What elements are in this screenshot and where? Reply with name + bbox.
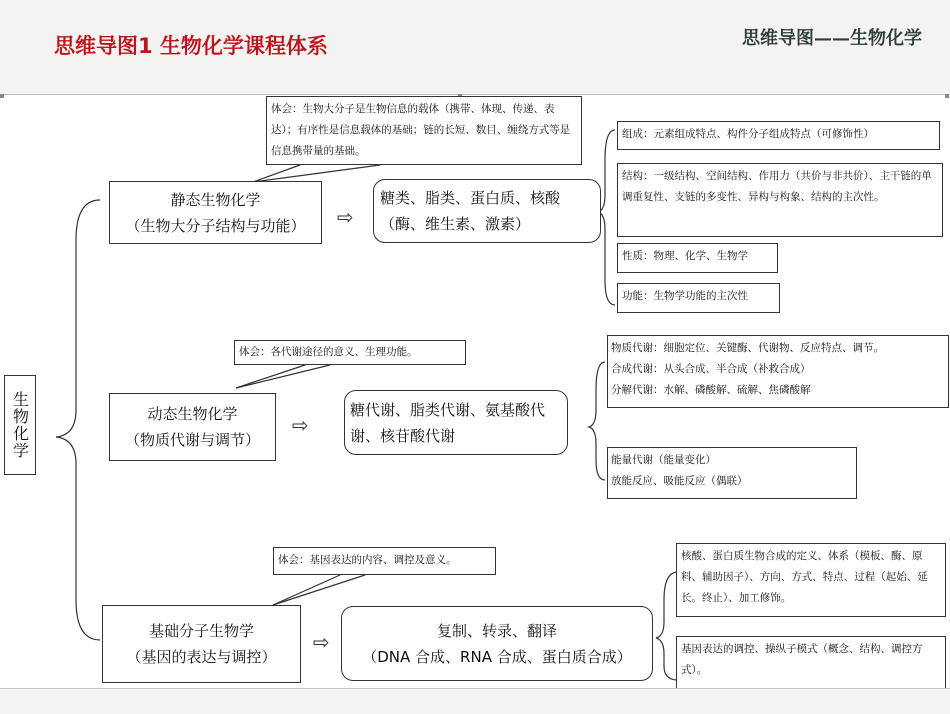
root-brace [56,200,100,640]
branch1-main-title: 静态生物化学 [170,190,261,209]
page-subtitle: 思维导图——生物化学 [742,28,922,49]
branch3-brace [656,572,678,680]
callout-tail [236,365,305,388]
callout-tail [273,575,340,605]
callout-tail [236,365,330,388]
branch2-detail-line: 物质代谢：细胞定位、关键酶、代谢物、反应特点、调节。 [611,342,884,354]
branch2-detail-line: 放能反应、吸能反应（偶联） [611,475,748,487]
root-node: 生物化学 [4,375,36,475]
branch2-detail-line: 分解代谢：水解、磷酸解、硫解、焦磷酸解 [611,384,811,396]
branch1-detail-properties: 性质：物理、化学、生物学 [617,243,778,273]
branch2-main-node [109,393,276,461]
arrow-icon: ⇨ [313,630,330,654]
arrow-icon: ⇨ [337,205,354,229]
branch2-note: 体会：各代谢途径的意义、生理功能。 [234,340,466,365]
footer-band [0,688,950,714]
branch3-note: 体会：基因表达的内容、调控及意义。 [273,547,496,575]
branch3-main-title: 基础分子生物学 [148,622,254,640]
callout-tail [273,575,365,605]
branch3-detail-regulation: 基因表达的调控、操纵子模式（概念、结构、调控方式）。 [676,636,946,689]
branch1-content-node: 糖类、脂类、蛋白质、核酸（酶、维生素、激素） [373,179,601,243]
branch3-content-title: 复制、转录、翻译 [436,621,557,640]
branch1-main-node [109,181,322,244]
branch1-detail-structure: 结构：一级结构、空间结构、作用力（共价与非共价）、主干链的单调重复性、支链的多变性、异构与构象、结构的主次性。 [617,163,943,237]
branch3-content-subtitle: （DNA 合成、RNA 合成、蛋白质合成） [362,647,632,666]
branch1-note: 体会：生物大分子是生物信息的载体（携带、体现、传递、表达）；有序性是信息载体的基础；链的长短、数目、缠绕方式等是信息携带量的基础。 [266,96,582,165]
branch2-main-title: 动态生物化学 [147,405,238,423]
branch2-detail-metabolism [607,335,949,408]
branch1-detail-function: 功能：生物学功能的主次性 [617,283,780,313]
branch2-detail-line: 合成代谢：从头合成、半合成（补救合成） [611,363,811,375]
branch3-detail-synthesis: 核酸、蛋白质生物合成的定义、体系（模板、酶、原料、辅助因子）、方向、方式、特点、过程（起始、延长。终止）、加工修饰。 [676,543,946,617]
branch3-main-subtitle: （基因的表达与调控） [126,648,277,666]
arrow-icon: ⇨ [292,413,309,437]
branch2-main-subtitle: （物质代谢与调节） [124,431,260,449]
branch2-brace [589,362,605,480]
branch1-detail-composition: 组成：元素组成特点、构件分子组成特点（可修饰性） [617,121,940,150]
branch2-content-node: 糖代谢、脂类代谢、氨基酸代谢、核苷酸代谢 [344,390,568,455]
branch1-main-subtitle: （生物大分子结构与功能） [125,216,306,235]
page-title: 思维导图1 生物化学课程体系 [54,34,328,58]
branch3-main-node [102,605,301,683]
branch2-detail-energy [607,447,857,499]
callout-tail [253,165,380,182]
branch3-content-node [341,606,653,681]
branch2-detail-line: 能量代谢（能量变化） [611,454,716,466]
